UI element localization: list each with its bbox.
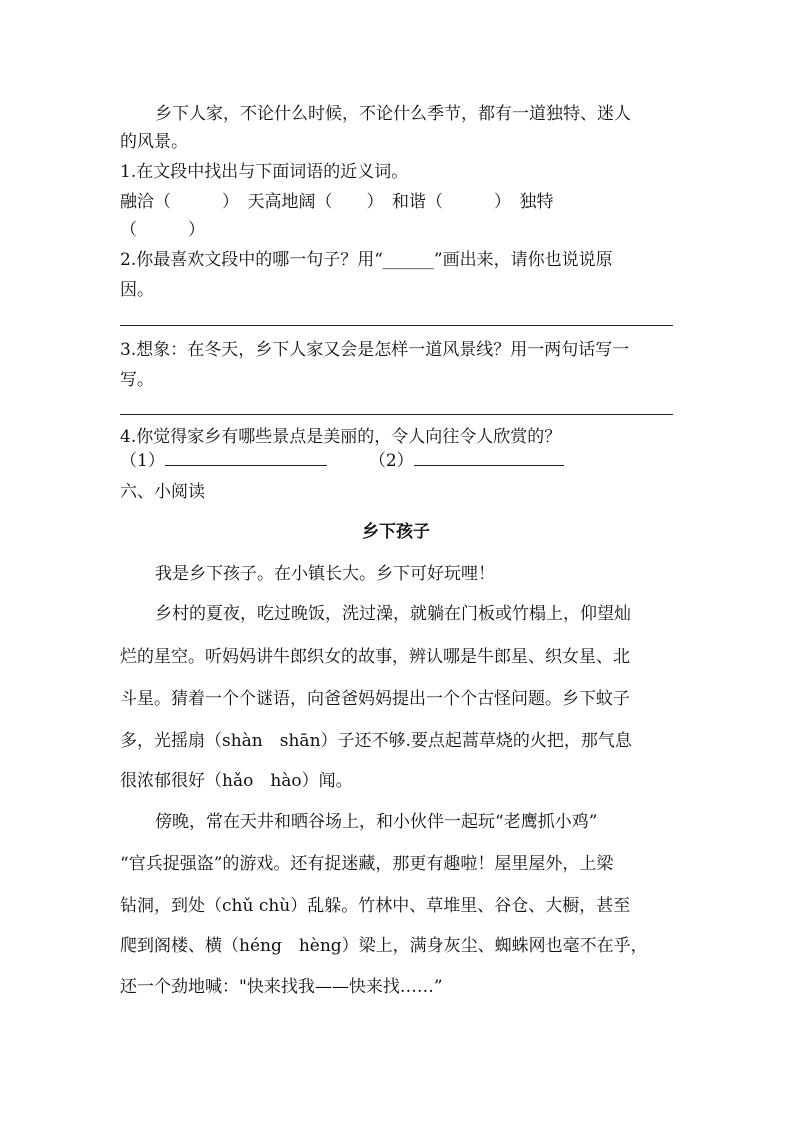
- question-2-prompt-cont: 因。: [120, 280, 154, 300]
- section-heading: 六、小阅读: [120, 482, 205, 502]
- answer-label-1: （1）: [120, 451, 165, 471]
- passage-line-1: 乡下人家，不论什么时候，不论什么季节，都有一道独特、迷人: [155, 104, 631, 124]
- story-p2-line-2: 烂的星空。听妈妈讲牛郎织女的故事，辨认哪是牛郎星、织女星、北: [120, 647, 630, 667]
- answer-line-q2[interactable]: [120, 325, 673, 326]
- question-4-prompt: 4.你觉得家乡有哪些景点是美丽的，令人向往令人欣赏的？: [120, 427, 562, 447]
- story-p3-line-2: “官兵捉强盗”的游戏。还有捉迷藏，那更有趣啦！屋里屋外，上梁: [120, 854, 614, 874]
- story-p3-line-1: 傍晚，常在天井和晒谷场上，和小伙伴一起玩“老鹰抓小鸡”: [155, 812, 598, 832]
- story-title: 乡下孩子: [362, 522, 430, 542]
- answer-blank-2[interactable]: [414, 449, 564, 466]
- story-p2-line-5: 很浓郁很好（hǎo hào）闻。: [120, 771, 353, 791]
- answer-line-q3[interactable]: [120, 414, 673, 415]
- story-p2-line-4: 多，光摇扇（shàn shān）子还不够.要点起蒿草烧的火把，那气息: [120, 731, 632, 751]
- story-paragraph-1: 我是乡下孩子。在小镇长大。乡下可好玩哩！: [155, 564, 495, 584]
- question-4-answers: [120, 449, 564, 472]
- story-p2-line-1: 乡村的夏夜，吃过晚饭，洗过澡，就躺在门板或竹榻上，仰望灿: [155, 604, 631, 624]
- question-3-prompt: 3.想象：在冬天，乡下人家又会是怎样一道风景线？用一两句话写一: [120, 340, 630, 360]
- question-1-prompt: 1.在文段中找出与下面词语的近义词。: [120, 162, 409, 182]
- answer-blank-1[interactable]: [165, 449, 327, 466]
- story-p3-line-3: 钻洞，到处（chǔ chù）乱躲。竹林中、草堆里、谷仓、大橱，甚至: [120, 896, 631, 916]
- story-p3-line-4: 爬到阁楼、横（héng hèng）梁上，满身灰尘、蜘蛛网也毫不在乎，: [120, 936, 648, 956]
- question-1-words-row: 融洽（ ） 天高地阔（ ） 和谐（ ） 独特: [120, 192, 554, 212]
- story-p3-line-5: 还一个劲地喊："快来找我——快来找……”: [120, 977, 443, 997]
- question-1-words-row-2: （ ）: [120, 220, 205, 240]
- story-p2-line-3: 斗星。猜着一个个谜语，向爸爸妈妈提出一个个古怪问题。乡下蚊子: [120, 689, 630, 709]
- passage-line-2: 的风景。: [120, 132, 188, 152]
- question-3-prompt-cont: 写。: [120, 370, 154, 390]
- answer-label-2: （2）: [368, 451, 414, 471]
- question-2-prompt: 2.你最喜欢文段中的哪一句子？用“______”画出来，请你也说说原: [120, 250, 613, 270]
